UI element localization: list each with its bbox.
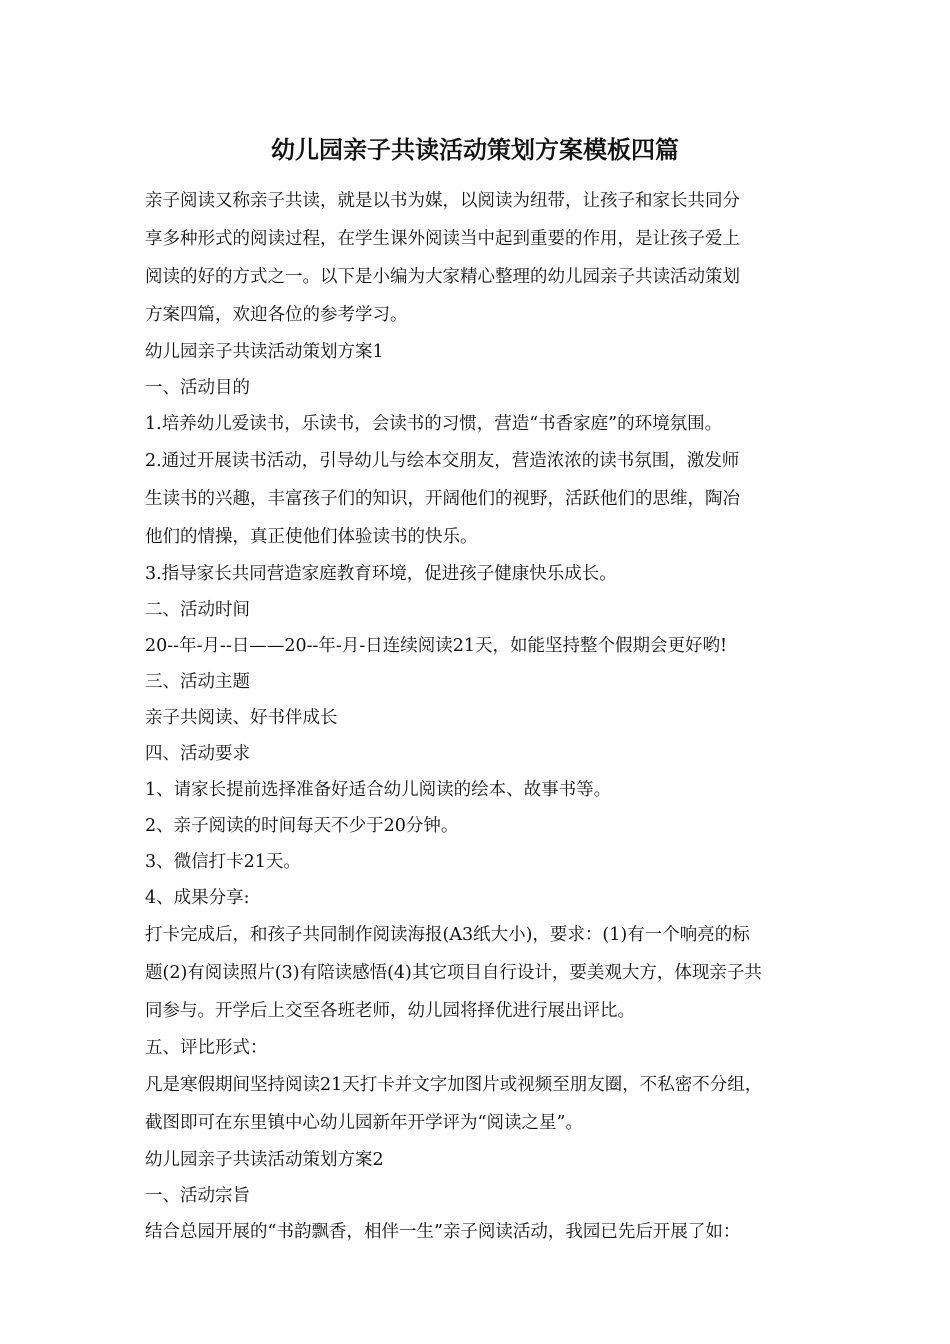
requirement-item-1: 1、请家长提前选择准备好适合幼儿阅读的绘本、故事书等。 [145,780,612,800]
aim-text-line-1: 结合总园开展的“书韵飘香，相伴一生”亲子阅读活动，我园已先后开展了如： [145,1222,741,1242]
subheading-requirements: 四、活动要求 [145,744,250,764]
intro-line-1: 亲子阅读又称亲子共读，就是以书为媒，以阅读为纽带，让孩子和家长共同分 [145,191,740,211]
time-text: 20--年-月--日——20--年-月-日连续阅读21天，如能坚持整个假期会更好哟! [145,636,728,656]
requirement-detail-line-1: 打卡完成后，和孩子共同制作阅读海报(A3纸大小)，要求：(1)有一个响亮的标 [145,925,750,945]
requirement-detail-line-3: 同参与。开学后上交至各班老师，幼儿园将择优进行展出评比。 [145,1001,635,1021]
document-title: 幼儿园亲子共读活动策划方案模板四篇 [271,135,679,164]
subheading-purpose: 一、活动目的 [145,378,250,398]
purpose-item-3: 3.指导家长共同营造家庭教育环境，促进孩子健康快乐成长。 [145,564,617,584]
intro-line-3: 阅读的好的方式之一。以下是小编为大家精心整理的幼儿园亲子共读活动策划 [145,267,740,287]
purpose-item-1: 1.培养幼儿爱读书，乐读书，会读书的习惯，营造“书香家庭”的环境氛围。 [145,414,723,434]
purpose-item-2-line-3: 他们的情操，真正使他们体验读书的快乐。 [145,527,478,547]
purpose-item-2-line-1: 2.通过开展读书活动，引导幼儿与绘本交朋友，营造浓浓的读书氛围，激发师 [145,451,740,471]
section-heading-plan-1: 幼儿园亲子共读活动策划方案1 [145,342,384,362]
section-heading-plan-2: 幼儿园亲子共读活动策划方案2 [145,1150,384,1170]
subheading-evaluation: 五、评比形式： [145,1038,268,1058]
evaluation-line-1: 凡是寒假期间坚持阅读21天打卡并文字加图片或视频至朋友圈，不私密不分组， [145,1075,763,1095]
requirement-item-3: 3、微信打卡21天。 [145,852,301,872]
subheading-aim: 一、活动宗旨 [145,1186,250,1206]
requirement-detail-line-2: 题(2)有阅读照片(3)有陪读感悟(4)其它项目自行设计，要美观大方，体现亲子共 [145,963,762,983]
theme-text: 亲子共阅读、好书伴成长 [145,708,338,728]
subheading-time: 二、活动时间 [145,600,250,620]
purpose-item-2-line-2: 生读书的兴趣，丰富孩子们的知识，开阔他们的视野，活跃他们的思维，陶冶 [145,489,740,509]
intro-line-4: 方案四篇，欢迎各位的参考学习。 [145,305,408,325]
subheading-theme: 三、活动主题 [145,672,250,692]
requirement-item-4: 4、成果分享: [145,888,250,908]
requirement-item-2: 2、亲子阅读的时间每天不少于20分钟。 [145,816,459,836]
evaluation-line-2: 截图即可在东里镇中心幼儿园新年开学评为“阅读之星”。 [145,1113,583,1133]
document-body [145,182,825,1250]
intro-line-2: 享多种形式的阅读过程，在学生课外阅读当中起到重要的作用，是让孩子爱上 [145,229,740,249]
